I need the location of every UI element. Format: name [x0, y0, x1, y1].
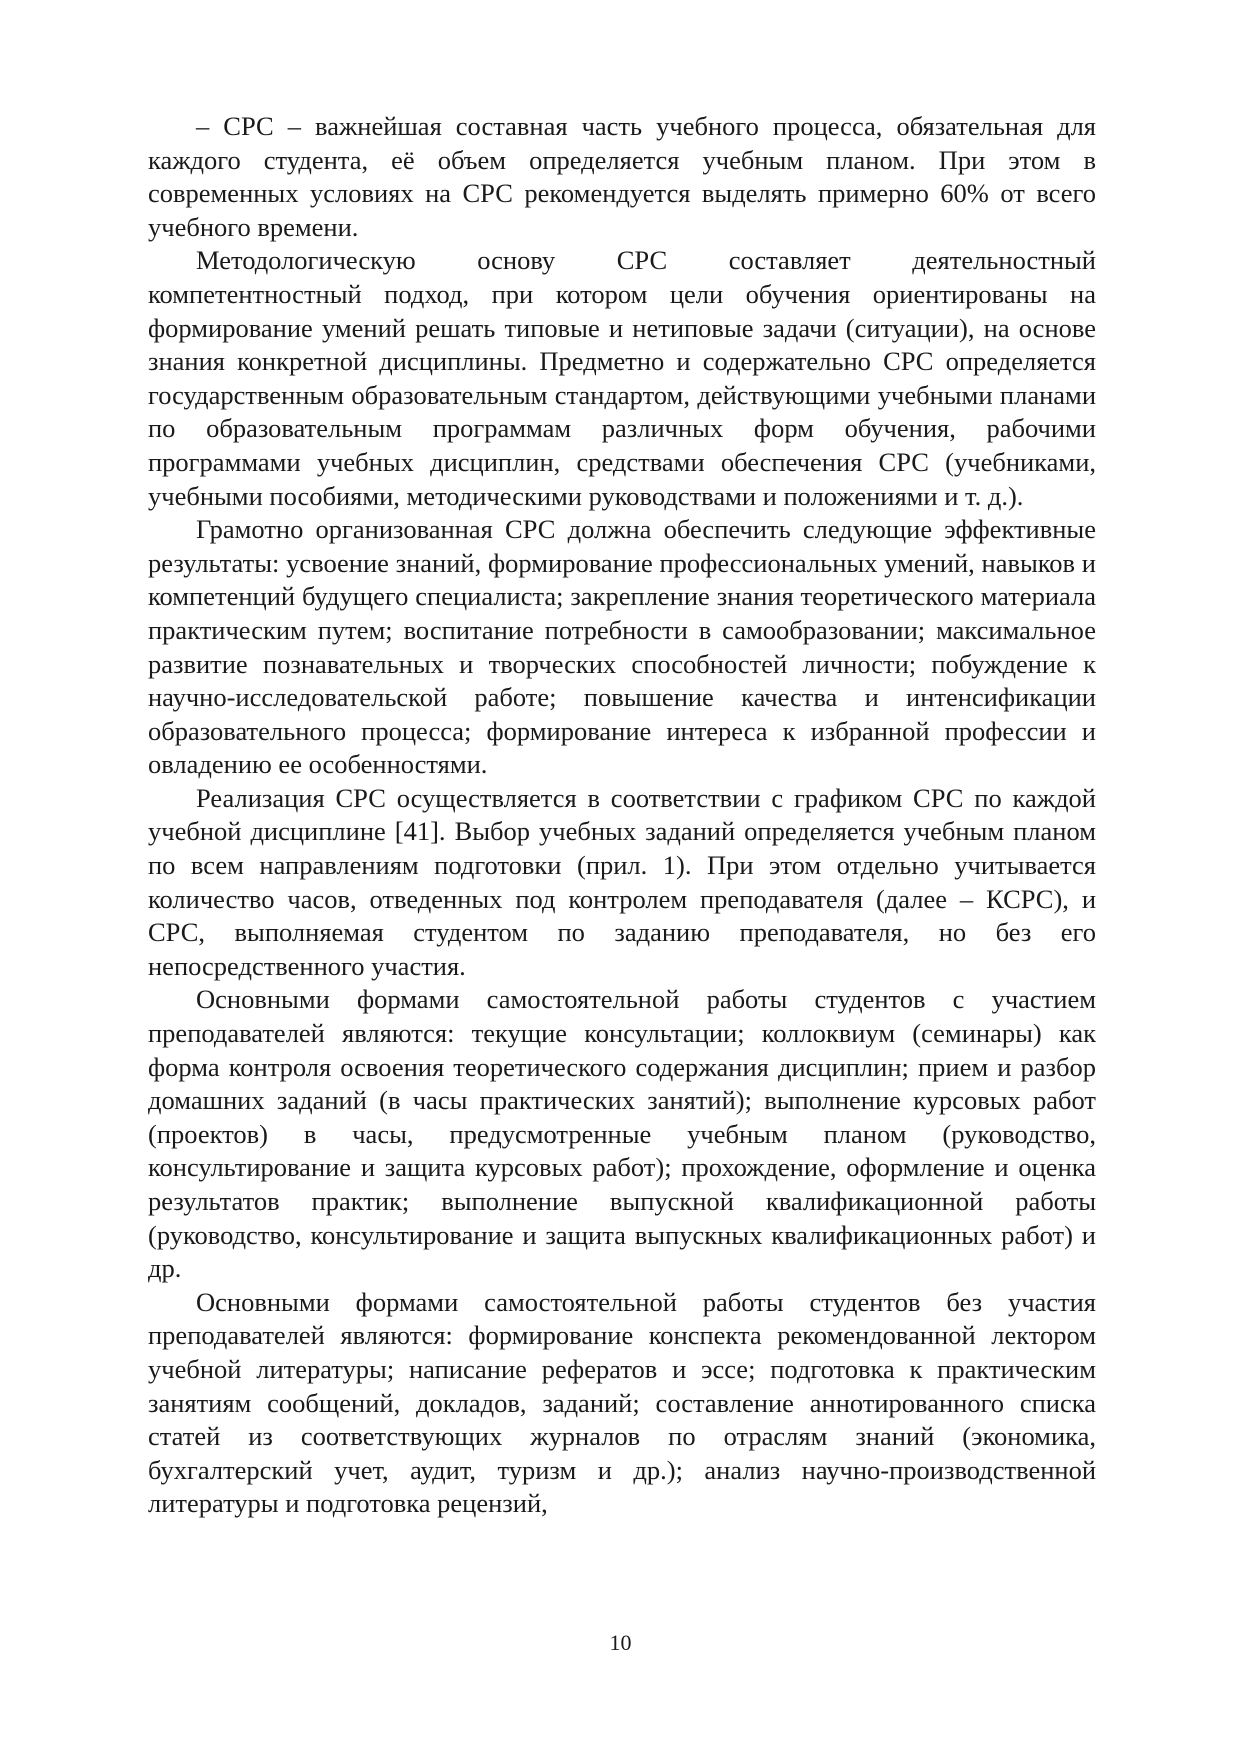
paragraph-srs-importance: – СРС – важнейшая составная часть учебного процесса, обязательная для каждого студента, её объем определяется учебным планом. При этом в современных условиях на СРС рекомендуется выделять примерно 60% от всего учебного времени.	[148, 111, 1096, 242]
paragraph-forms-without-teacher: Основными формами самостоятельной работы студентов без участия преподавателей являются: формирование конспекта рекомендованной лектором учебной литературы; написание рефератов и эссе; подготовка к практическим занятиям сообщений, докладов, заданий; составление аннотированного списка статей из соответствующих журналов по отраслям знаний (экономика, бухгалтерский учет, аудит, туризм и др.); анализ научно-производственной литературы и подготовка рецензий,	[148, 1286, 1096, 1519]
body-text	[148, 110, 1096, 1521]
page-number: 10	[609, 1630, 632, 1655]
paragraph-results: Грамотно организованная СРС должна обеспечить следующие эффективные результаты: усвоение знаний, формирование профессиональных умений, навыков и компетенций будущего специалиста; закрепление знания теоретического материала практическим путем; воспитание потребности в самообразовании; максимальное развитие познавательных и творческих способностей личности; побуждение к научно-исследовательской работе; повышение качества и интенсификации образовательного процесса; формирование интереса к избранной профессии и овладению ее особенностями.	[148, 514, 1096, 780]
paragraph-methodology: Методологическую основу СРС составляет деятельностный компетентностный подход, при котором цели обучения ориентированы на формирование умений решать типовые и нетиповые задачи (ситуации), на основе знания конкретной дисциплины. Предметно и содержательно СРС определяется государственным образовательным стандартом, действующими учебными планами по образовательным программам различных форм обучения, рабочими программами учебных дисциплин, средствами обеспечения СРС (учебниками, учебными пособиями, методическими руководствами и положениями и т. д.).	[148, 245, 1096, 511]
paragraph-implementation: Реализация СРС осуществляется в соответствии с графиком СРС по каждой учебной дисциплине [41]. Выбор учебных заданий определяется учебным планом по всем направлениям подготовки (прил. 1). При этом отдельно учитывается количество часов, отведенных под контролем преподавателя (далее – КСРС), и СРС, выполняемая студентом по заданию преподавателя, но без его непосредственного участия.	[148, 782, 1096, 981]
paragraph-forms-with-teacher: Основными формами самостоятельной работы студентов с участием преподавателей являются: текущие консультации; коллоквиум (семинары) как форма контроля освоения теоретического содержания дисциплин; прием и разбор домашних заданий (в часы практических занятий); выполнение курсовых работ (проектов) в часы, предусмотренные учебным планом (руководство, консультирование и защита курсовых работ); прохождение, оформление и оценка результатов практик; выполнение выпускной квалификационной работы (руководство, консультирование и защита выпускных квалификационных работ) и др.	[148, 984, 1096, 1284]
